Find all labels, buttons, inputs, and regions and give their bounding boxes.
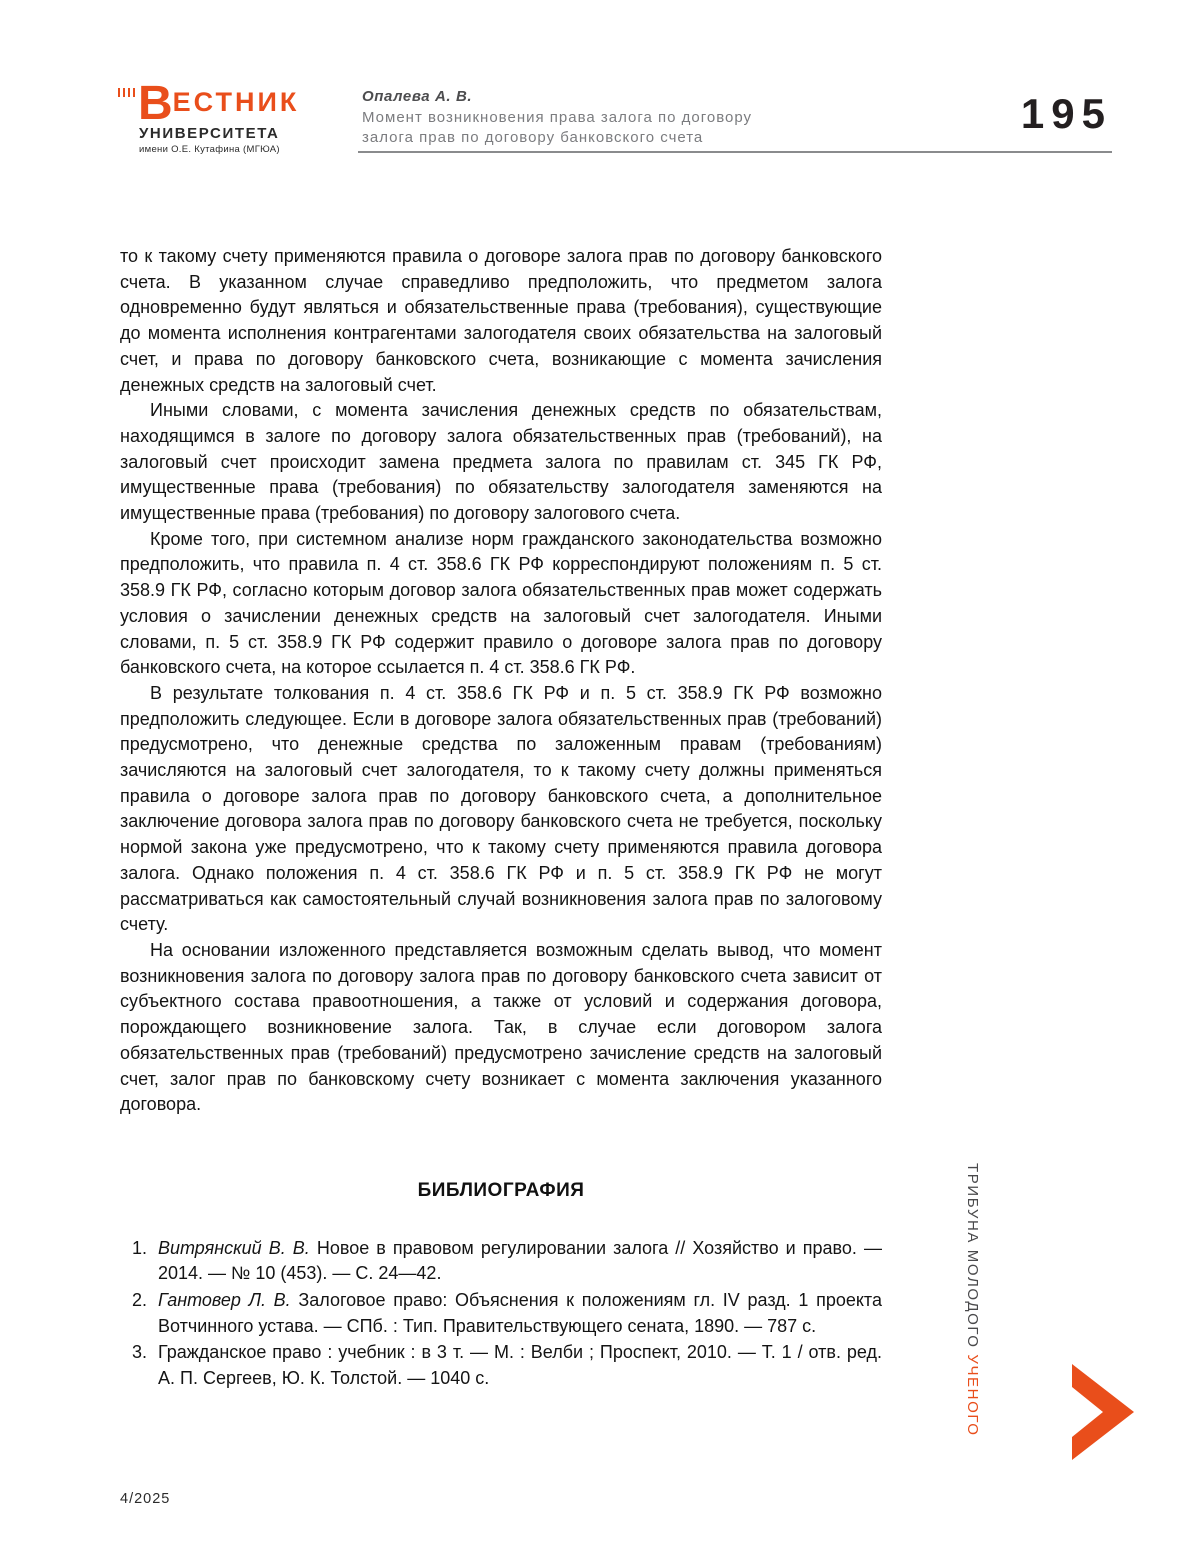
bibliography-item-author: Витрянский В. В. bbox=[158, 1237, 310, 1258]
bibliography-item bbox=[120, 1340, 882, 1391]
article-header bbox=[362, 88, 962, 148]
bibliography-item bbox=[120, 1236, 882, 1287]
paragraph: Кроме того, при системном анализе норм гражданского законодательства возможно предположить, что правила п. 4 ст. 358.6 ГК РФ корреспондируют положениям п. 5 ст. 358.9 ГК РФ, согласно которым договор залога обязательственных прав может содержать условия о зачислении денежных средств на залоговый счет залогодателя. Иными словами, п. 5 ст. 358.9 ГК РФ содержит правило о договоре залога прав по договору банковского счета, на которое ссылается п. 4 ст. 358.6 ГК РФ. bbox=[120, 528, 882, 678]
paragraph: В результате толкования п. 4 ст. 358.6 ГК РФ и п. 5 ст. 358.9 ГК РФ возможно предположить следующее. Если в договоре залога обязательственных прав (требований) предусмотрено, что денежные средства по заложенным правам (требованиям) зачисляются на залоговый счет залогодателя, то к такому счету должны применяться правила о договоре залога прав по договору банковского счета, а дополнительное заключение договора залога прав по договору банковского счета не требуется, поскольку нормой закона уже предусмотрено, что к такому счету применяются правила договора залога. Однако положения п. 4 ст. 358.6 ГК РФ и п. 5 ст. 358.9 ГК РФ не могут рассматриваться как самостоятельный случай возникновения залога прав по залоговому счету. bbox=[120, 682, 882, 935]
bibliography-item-reference: Гражданское право : учебник : в 3 т. — М. : Велби ; Проспект, 2010. — Т. 1 / отв. ред. А. П. Сергеев, Ю. К. Толстой. — 1040 с. bbox=[158, 1342, 882, 1389]
rubric-text-dark: ТРИБУНА МОЛОДОГО bbox=[964, 1163, 981, 1355]
paragraph: Иными словами, с момента зачисления денежных средств по обязательствам, находящимся в залоге по договору залога обязательственных прав (требований), на залоговый счет происходит замена предмета залога по правилам ст. 345 ГК РФ, имущественные права (требования) по обязательству залогодателя заменяются на имущественные права (требования) по договору залогового счета. bbox=[120, 400, 882, 524]
article-title bbox=[362, 108, 962, 148]
section-rubric-vertical bbox=[964, 1163, 981, 1437]
logo-university-line: УНИВЕРСИТЕТА bbox=[139, 125, 280, 142]
page-number: 195 bbox=[1020, 90, 1112, 137]
bibliography-item-text bbox=[158, 1288, 882, 1339]
bibliography-item-reference: Залоговое право: Объяснения к положениям гл. IV разд. 1 проекта Вотчинного устава. — СПб. : Тип. Правительствующего сената, 1890. — 787 с. bbox=[158, 1290, 882, 1336]
article-title-line2: залога прав по договору банковского счета bbox=[362, 129, 704, 146]
bibliography-list bbox=[120, 1236, 882, 1392]
logo-wordmark-text: ЕСТНИК bbox=[172, 87, 300, 117]
bibliography-item-number: 1. bbox=[132, 1237, 148, 1258]
bibliography-item bbox=[120, 1288, 882, 1339]
journal-logo-wordmark bbox=[118, 77, 348, 130]
bibliography-heading: БИБЛИОГРАФИЯ bbox=[417, 1179, 585, 1201]
logo-ticks-icon bbox=[118, 88, 136, 97]
bibliography-item-text bbox=[158, 1236, 882, 1287]
bibliography-item-author: Гантовер Л. В. bbox=[158, 1290, 291, 1311]
header-divider bbox=[358, 151, 1112, 153]
rubric-text-orange: УЧЕНОГО bbox=[964, 1354, 981, 1437]
bibliography-item-number: 2. bbox=[132, 1290, 148, 1311]
paragraph: то к такому счету применяются правила о договоре залога прав по договору банковского счета. В указанном случае справедливо предположить, что предметом залога одновременно будут являться и обязательственные права (требования), существующие до момента исполнения контрагентами залогодателя своих обязательства на залоговый счет, и права по договору банковского счета, возникающие с момента зачисления денежных средств на залоговый счет. bbox=[120, 246, 882, 395]
arrow-right-icon bbox=[1072, 1350, 1134, 1474]
article-title-line1: Момент возникновения права залога по договору bbox=[362, 109, 753, 126]
logo-letter-v: В bbox=[138, 77, 173, 130]
issue-number: 4/2025 bbox=[120, 1491, 171, 1507]
bibliography-item-number: 3. bbox=[132, 1342, 148, 1363]
logo-subtitle-line: имени О.Е. Кутафина (МГЮА) bbox=[139, 144, 280, 155]
bibliography-item-reference: Новое в правовом регулировании залога // Хозяйство и право. — 2014. — № 10 (453). — С. 24—42. bbox=[158, 1237, 882, 1284]
journal-logo bbox=[118, 77, 348, 155]
paragraph: На основании изложенного представляется возможным сделать вывод, что момент возникновения залога по договору залога прав по договору банковского счета зависит от субъектного состава правоотношения, а также от условий и содержания договора, порождающего возникновение залога. Так, в случае если договором залога обязательственных прав (требований) предусмотрено зачисление средств на залоговый счет, залог прав по банковскому счету возникает с момента заключения указанного договора. bbox=[120, 939, 882, 1115]
bibliography-item-text bbox=[158, 1340, 882, 1391]
article-body bbox=[120, 244, 882, 1393]
article-author: Опалева А. В. bbox=[362, 88, 473, 105]
